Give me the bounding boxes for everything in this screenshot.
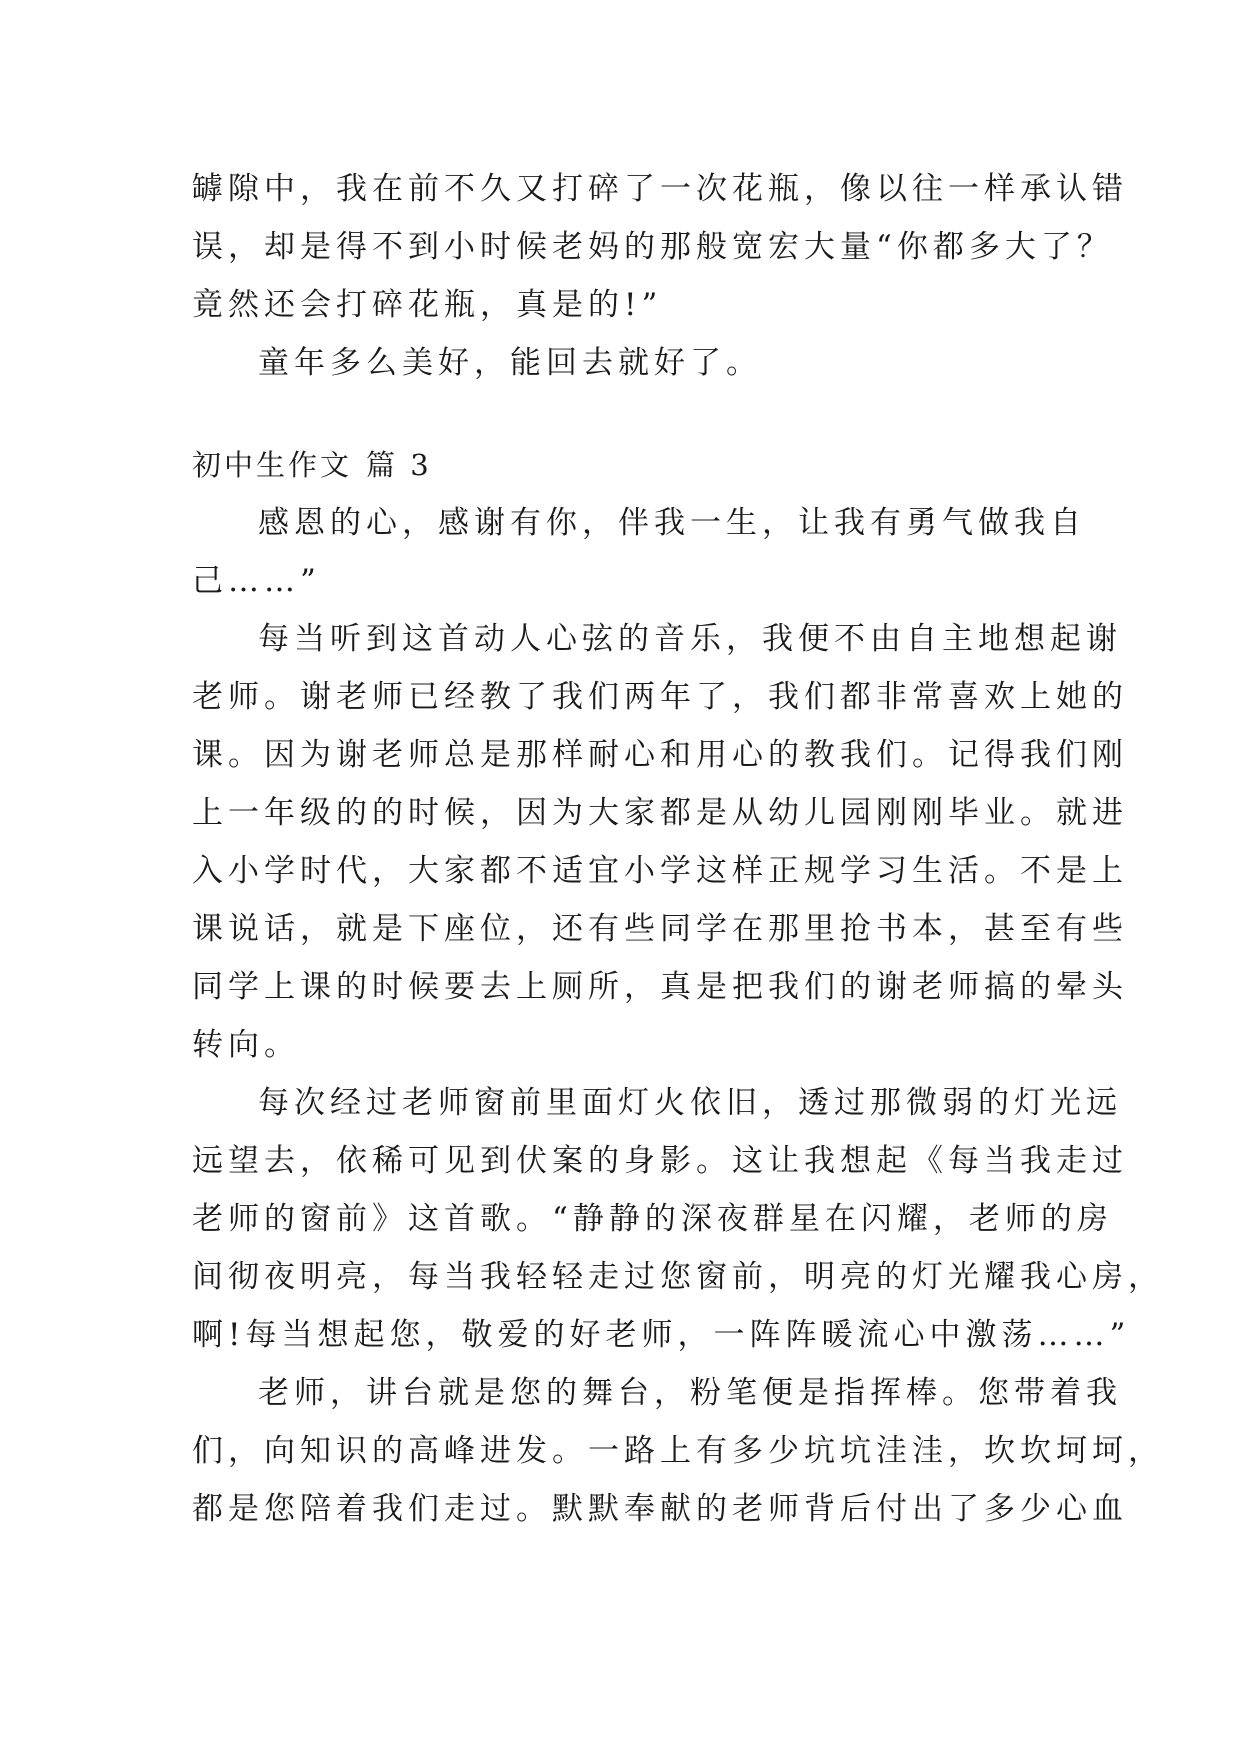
section-number: 篇 3	[366, 448, 432, 482]
text-line: 啊!每当想起您，敬爱的好老师，一阵阵暖流心中激荡……”	[192, 1317, 1131, 1353]
paragraph	[192, 1364, 1164, 1538]
text-line: 间彻夜明亮，每当我轻轻走过您窗前，明亮的灯光耀我心房，	[192, 1259, 1164, 1295]
text-line: 都是您陪着我们走过。默默奉献的老师背后付出了多少心血	[192, 1491, 1128, 1527]
paragraph	[192, 610, 1128, 1074]
text-line: 感恩的心，感谢有你，伴我一生，让我有勇气做我自	[258, 505, 1086, 541]
paragraph	[192, 494, 1086, 610]
text-line: 上一年级的的时候，因为大家都是从幼儿园刚刚毕业。就进	[192, 795, 1128, 831]
text-line: 竟然还会打碎花瓶，真是的!”	[192, 287, 663, 323]
intro-paragraph	[192, 160, 1128, 334]
text-line: 老师。谢老师已经教了我们两年了，我们都非常喜欢上她的	[192, 679, 1128, 715]
section-heading	[192, 436, 1052, 494]
text-line: 老师的窗前》这首歌。“静静的深夜群星在闪耀，老师的房	[192, 1201, 1113, 1237]
text-line: 误，却是得不到小时候老妈的那般宽宏大量“你都多大了？	[192, 229, 1113, 265]
text-line: 转向。	[192, 1027, 300, 1063]
paragraph	[192, 1074, 1164, 1364]
section-title: 初中生作文	[192, 448, 353, 482]
text-line: 罅隙中，我在前不久又打碎了一次花瓶，像以往一样承认错	[192, 171, 1128, 207]
text-line: 同学上课的时候要去上厕所，真是把我们的谢老师搞的晕头	[192, 969, 1128, 1005]
text-line: 老师，讲台就是您的舞台，粉笔便是指挥棒。您带着我	[258, 1375, 1122, 1411]
text-line: 己……”	[192, 563, 321, 599]
text-line: 远望去，依稀可见到伏案的身影。这让我想起《每当我走过	[192, 1143, 1128, 1179]
text-line: 入小学时代，大家都不适宜小学这样正规学习生活。不是上	[192, 853, 1128, 889]
closing-line: 童年多么美好，能回去就好了。	[258, 345, 762, 381]
text-line: 每当听到这首动人心弦的音乐，我便不由自主地想起谢	[258, 621, 1122, 657]
text-line: 们，向知识的高峰进发。一路上有多少坑坑洼洼，坎坎坷坷，	[192, 1433, 1164, 1469]
text-line: 每次经过老师窗前里面灯火依旧，透过那微弱的灯光远	[258, 1085, 1122, 1121]
text-line: 课说话，就是下座位，还有些同学在那里抢书本，甚至有些	[192, 911, 1128, 947]
text-line: 课。因为谢老师总是那样耐心和用心的教我们。记得我们刚	[192, 737, 1128, 773]
document-page	[192, 160, 1164, 1538]
